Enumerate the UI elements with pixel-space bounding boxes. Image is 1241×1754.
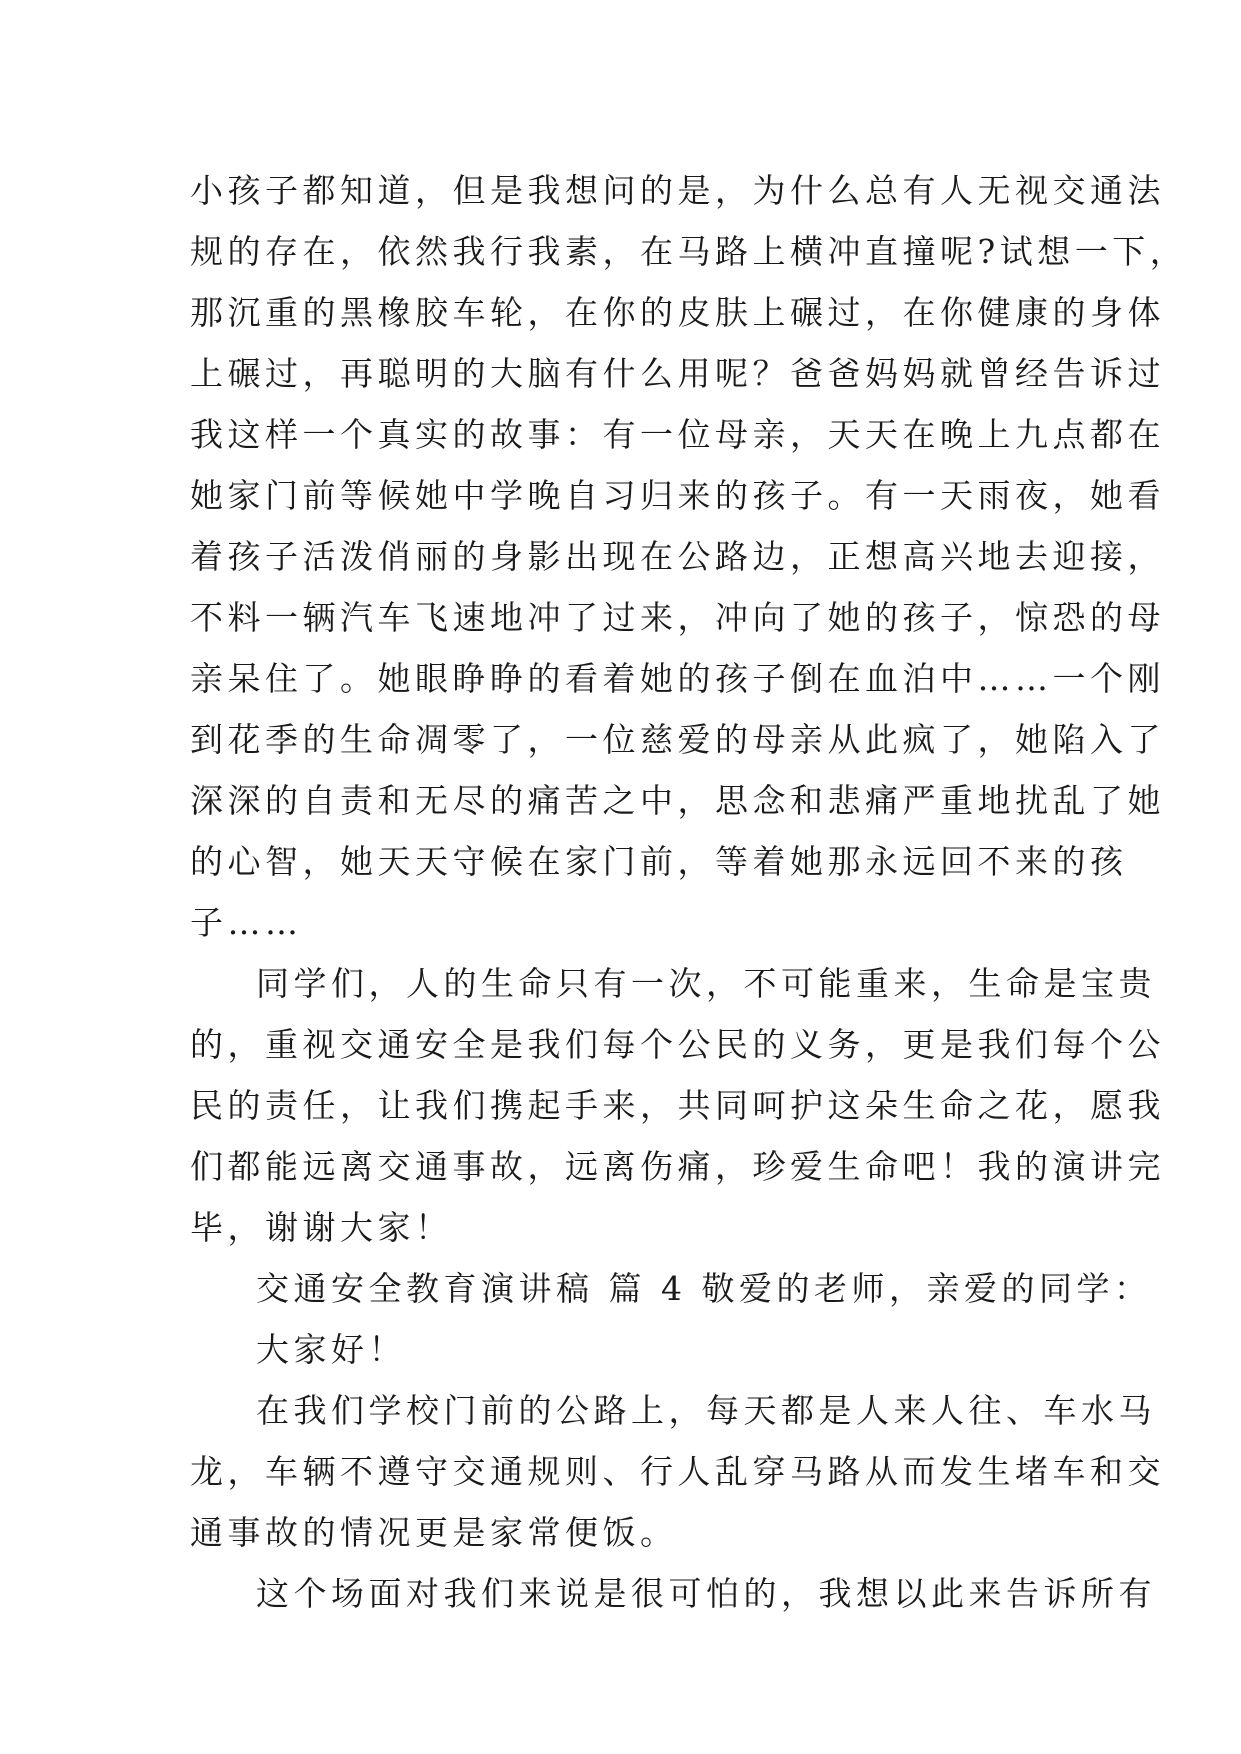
text-line: 的，重视交通安全是我们每个公民的义务，更是我们每个公 <box>190 1025 1165 1064</box>
text-line: 子…… <box>190 903 303 942</box>
text-line: 的心智，她天天守候在家门前，等着她那永远回不来的孩 <box>190 842 1128 881</box>
text-line: 我这样一个真实的故事：有一位母亲，天天在晚上九点都在 <box>190 415 1165 454</box>
text-line: 通事故的情况更是家常便饭。 <box>190 1513 678 1552</box>
text-line: 这个场面对我们来说是很可怕的，我想以此来告诉所有 <box>256 1574 1156 1613</box>
text-line: 交通安全教育演讲稿 篇 4 敬爱的老师，亲爱的同学： <box>256 1269 1152 1308</box>
text-line: 同学们，人的生命只有一次，不可能重来，生命是宝贵 <box>256 964 1156 1003</box>
text-line: 深深的自责和无尽的痛苦之中，思念和悲痛严重地扰乱了她 <box>190 781 1165 820</box>
document-body <box>190 160 1188 1624</box>
text-line: 们都能远离交通事故，远离伤痛，珍爱生命吧！我的演讲完 <box>190 1147 1165 1186</box>
text-line: 上碾过，再聪明的大脑有什么用呢？爸爸妈妈就曾经告诉过 <box>190 354 1165 393</box>
text-line: 小孩子都知道，但是我想问的是，为什么总有人无视交通法 <box>190 171 1165 210</box>
text-line: 亲呆住了。她眼睁睁的看着她的孩子倒在血泊中……一个刚 <box>190 659 1165 698</box>
text-line: 她家门前等候她中学晚自习归来的孩子。有一天雨夜，她看 <box>190 476 1165 515</box>
text-line: 不料一辆汽车飞速地冲了过来，冲向了她的孩子，惊恐的母 <box>190 598 1165 637</box>
text-line: 在我们学校门前的公路上，每天都是人来人往、车水马 <box>256 1391 1156 1430</box>
text-line: 大家好！ <box>256 1330 406 1369</box>
text-line: 到花季的生命凋零了，一位慈爱的母亲从此疯了，她陷入了 <box>190 720 1165 759</box>
text-line: 规的存在，依然我行我素，在马路上横冲直撞呢?试想一下， <box>190 232 1188 271</box>
text-line: 毕，谢谢大家！ <box>190 1208 453 1247</box>
text-line: 民的责任，让我们携起手来，共同呵护这朵生命之花，愿我 <box>190 1086 1165 1125</box>
text-line: 着孩子活泼俏丽的身影出现在公路边，正想高兴地去迎接， <box>190 537 1165 576</box>
text-line: 那沉重的黑橡胶车轮，在你的皮肤上碾过，在你健康的身体 <box>190 293 1165 332</box>
text-line: 龙，车辆不遵守交通规则、行人乱穿马路从而发生堵车和交 <box>190 1452 1165 1491</box>
